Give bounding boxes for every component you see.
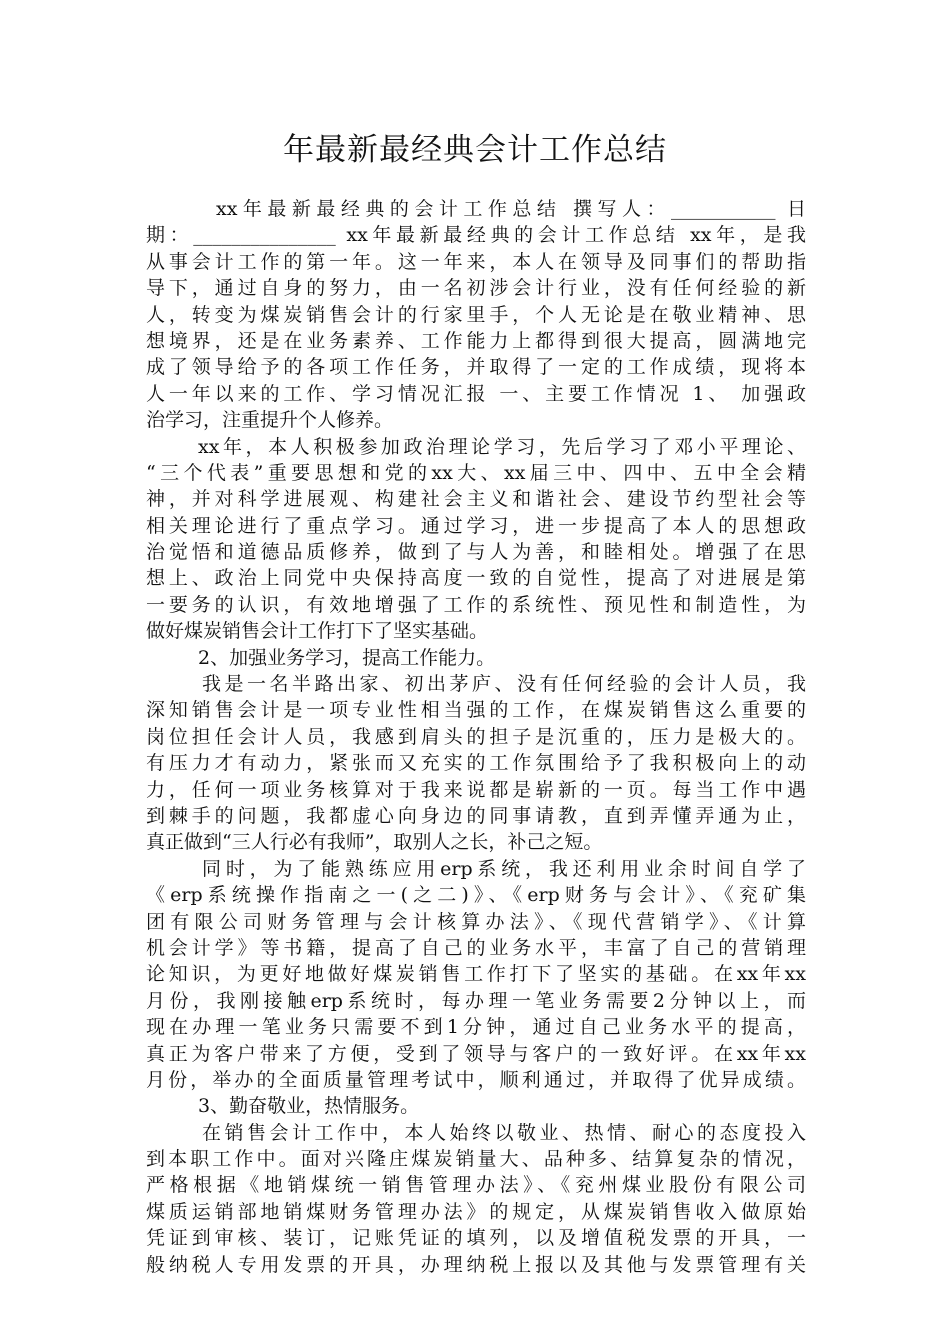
document-title: 年最新最经典会计工作总结 [283, 132, 667, 168]
text-line: 煤质运销部地销煤财务管理办法》的规定，从煤炭销售收入做原始 [146, 1200, 806, 1223]
document-body [146, 196, 806, 1278]
text-line: 人一年以来的工作、学习情况汇报 一、主要工作情况 1、 加强政 [146, 382, 806, 405]
text-line: 同时，为了能熟练应用erp系统，我还利用业余时间自学了 [202, 857, 806, 880]
text-line: 2、加强业务学习，提高工作能力。 [198, 646, 496, 669]
text-line: 现在办理一笔业务只需要不到1分钟，通过自己业务水平的提高， [146, 1016, 806, 1039]
text-line: 到棘手的问题，我都虚心向身边的同事请教，直到弄懂弄通为止， [146, 804, 806, 827]
text-line: 凭证到审核、装订，记账凭证的填列，以及增值税发票的开具，一 [146, 1227, 806, 1250]
text-line: 成了领导给予的各项工作任务，并取得了一定的工作成绩，现将本 [146, 356, 806, 379]
text-line: 在销售会计工作中，本人始终以敬业、热情、耐心的态度投入 [202, 1121, 806, 1144]
text-line: 3、勤奋敬业，热情服务。 [198, 1095, 420, 1118]
text-line: 有压力才有动力，紧张而又充实的工作氛围给予了我积极向上的动 [146, 752, 806, 775]
text-line: 论知识，为更好地做好煤炭销售工作打下了坚实的基础。在xx年xx [146, 963, 806, 986]
text-line: 我是一名半路出家、初出茅庐、没有任何经验的会计人员，我 [202, 673, 806, 696]
text-line: xx年最新最经典的会计工作总结 撰写人：___________ 日 [216, 198, 806, 220]
text-line: 月份，举办的全面质量管理考试中，顺利通过，并取得了优异成绩。 [146, 1068, 806, 1091]
text-line: 团有限公司财务管理与会计核算办法》、《现代营销学》、《计算 [146, 910, 806, 933]
text-line: 治学习，注重提升个人修养。 [146, 409, 394, 432]
text-line: 想上、政治上同党中央保持高度一致的自觉性，提高了对进展是第 [146, 567, 806, 590]
text-line: 从事会计工作的第一年。这一年来，本人在领导及同事们的帮助指 [146, 250, 806, 273]
text-line: 期：_______________ xx年最新最经典的会计工作总结 xx年，是我 [146, 224, 806, 247]
text-line: 岗位担任会计人员，我感到肩头的担子是沉重的，压力是极大的。 [146, 725, 806, 748]
text-line: 到本职工作中。面对兴隆庄煤炭销量大、品种多、结算复杂的情况， [146, 1148, 806, 1171]
text-line: 真正做到“三人行必有我师”，取别人之长，补己之短。 [146, 831, 603, 854]
text-line: 机会计学》等书籍，提高了自己的业务水平，丰富了自己的营销理 [146, 936, 806, 959]
text-line: “三个代表”重要思想和党的xx大、xx届三中、四中、五中全会精 [146, 461, 806, 484]
text-line: 一要务的认识，有效地增强了工作的系统性、预见性和制造性，为 [146, 593, 806, 616]
text-line: 人，转变为煤炭销售会计的行家里手，个人无论是在敬业精神、思 [146, 303, 806, 326]
text-line: 神，并对科学进展观、构建社会主义和谐社会、建设节约型社会等 [146, 488, 806, 511]
text-line: 做好煤炭销售会计工作打下了坚实基础。 [146, 620, 489, 643]
text-line: 月份，我刚接触erp系统时，每办理一笔业务需要2分钟以上，而 [146, 989, 806, 1012]
text-line: 真正为客户带来了方便，受到了领导与客户的一致好评。在xx年xx [146, 1042, 806, 1065]
text-line: 深知销售会计是一项专业性相当强的工作，在煤炭销售这么重要的 [146, 699, 806, 722]
text-line: 导下，通过自身的努力，由一名初涉会计行业，没有任何经验的新 [146, 277, 806, 300]
text-line: 想境界，还是在业务素养、工作能力上都得到很大提高，圆满地完 [146, 329, 806, 352]
text-line: xx年，本人积极参加政治理论学习，先后学习了邓小平理论、 [198, 435, 806, 458]
text-line: 般纳税人专用发票的开具，办理纳税上报以及其他与发票管理有关 [146, 1253, 806, 1276]
text-line: 力，任何一项业务核算对于我来说都是崭新的一页。每当工作中遇 [146, 778, 806, 801]
text-line: 《erp系统操作指南之一(之二)》、《erp财务与会计》、《兖矿集 [146, 884, 806, 907]
text-line: 治觉悟和道德品质修养，做到了与人为善，和睦相处。增强了在思 [146, 541, 806, 564]
text-line: 相关理论进行了重点学习。通过学习，进一步提高了本人的思想政 [146, 514, 806, 537]
text-line: 严格根据《地销煤统一销售管理办法》、《兖州煤业股份有限公司 [146, 1174, 806, 1197]
